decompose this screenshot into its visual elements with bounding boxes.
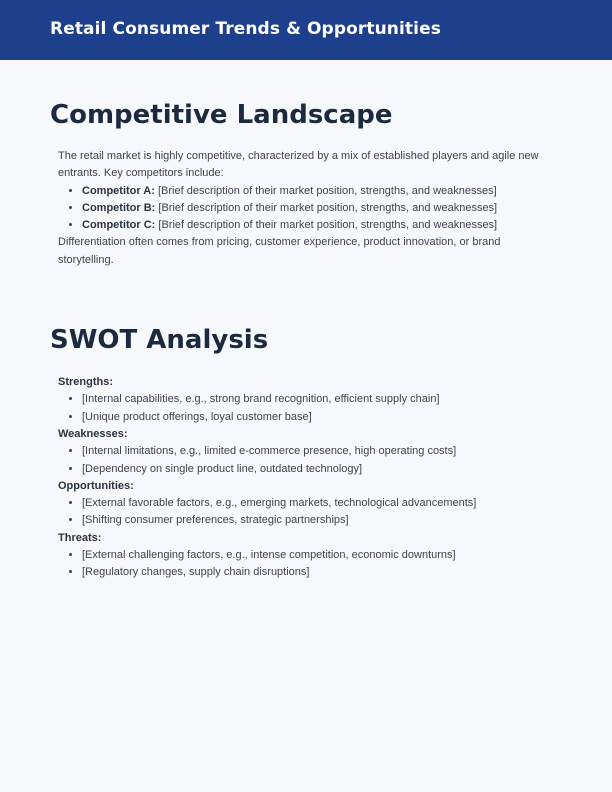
opportunities-label: Opportunities:	[58, 479, 134, 492]
swot-analysis-section	[50, 321, 550, 582]
threats-list	[58, 547, 550, 582]
competitor-item	[82, 200, 550, 217]
strengths-list	[58, 391, 550, 426]
list-item: • [Dependency on single product line, outdated technology]	[82, 461, 550, 478]
competitor-name: Competitor B:	[82, 201, 156, 214]
competitive-landscape-section	[50, 96, 550, 269]
competitor-item	[82, 217, 550, 234]
intro-paragraph: The retail market is highly competitive, characterized by a mix of established players and agile new entrants. Key competitors include:	[58, 150, 539, 180]
document-title: Retail Consumer Trends & Opportunities	[50, 19, 441, 39]
section-body	[58, 148, 550, 269]
list-item: • [Regulatory changes, supply chain disruptions]	[82, 564, 550, 581]
list-item: • [Unique product offerings, loyal customer base]	[82, 409, 550, 426]
strengths-label: Strengths:	[58, 376, 113, 389]
list-item: • [External challenging factors, e.g., intense competition, economic downturns]	[82, 547, 550, 564]
competitor-description: [Brief description of their market position, strengths, and weaknesses]	[158, 219, 498, 232]
list-item: • [External favorable factors, e.g., emerging markets, technological advancements]	[82, 495, 550, 512]
opportunities-list	[58, 495, 550, 530]
weaknesses-list	[58, 443, 550, 478]
section-heading: Competitive Landscape	[50, 100, 393, 130]
list-item: • [Shifting consumer preferences, strategic partnerships]	[82, 512, 550, 529]
outro-paragraph: Differentiation often comes from pricing, customer experience, product innovation, or brand storytelling.	[58, 236, 501, 266]
competitor-name: Competitor A:	[82, 184, 155, 197]
competitor-name: Competitor C:	[82, 219, 156, 232]
competitor-description: [Brief description of their market position, strengths, and weaknesses]	[157, 184, 497, 197]
competitor-description: [Brief description of their market position, strengths, and weaknesses]	[158, 201, 498, 214]
competitor-item	[82, 183, 550, 200]
header-bar	[0, 0, 612, 60]
document-content	[50, 96, 550, 582]
section-heading: SWOT Analysis	[50, 325, 269, 356]
threats-label: Threats:	[58, 531, 102, 544]
list-item: • [Internal limitations, e.g., limited e-commerce presence, high operating costs]	[82, 443, 550, 460]
list-item: • [Internal capabilities, e.g., strong brand recognition, efficient supply chain]	[82, 391, 550, 408]
competitor-list	[58, 183, 550, 235]
weaknesses-label: Weaknesses:	[58, 427, 128, 440]
section-body	[58, 374, 550, 582]
